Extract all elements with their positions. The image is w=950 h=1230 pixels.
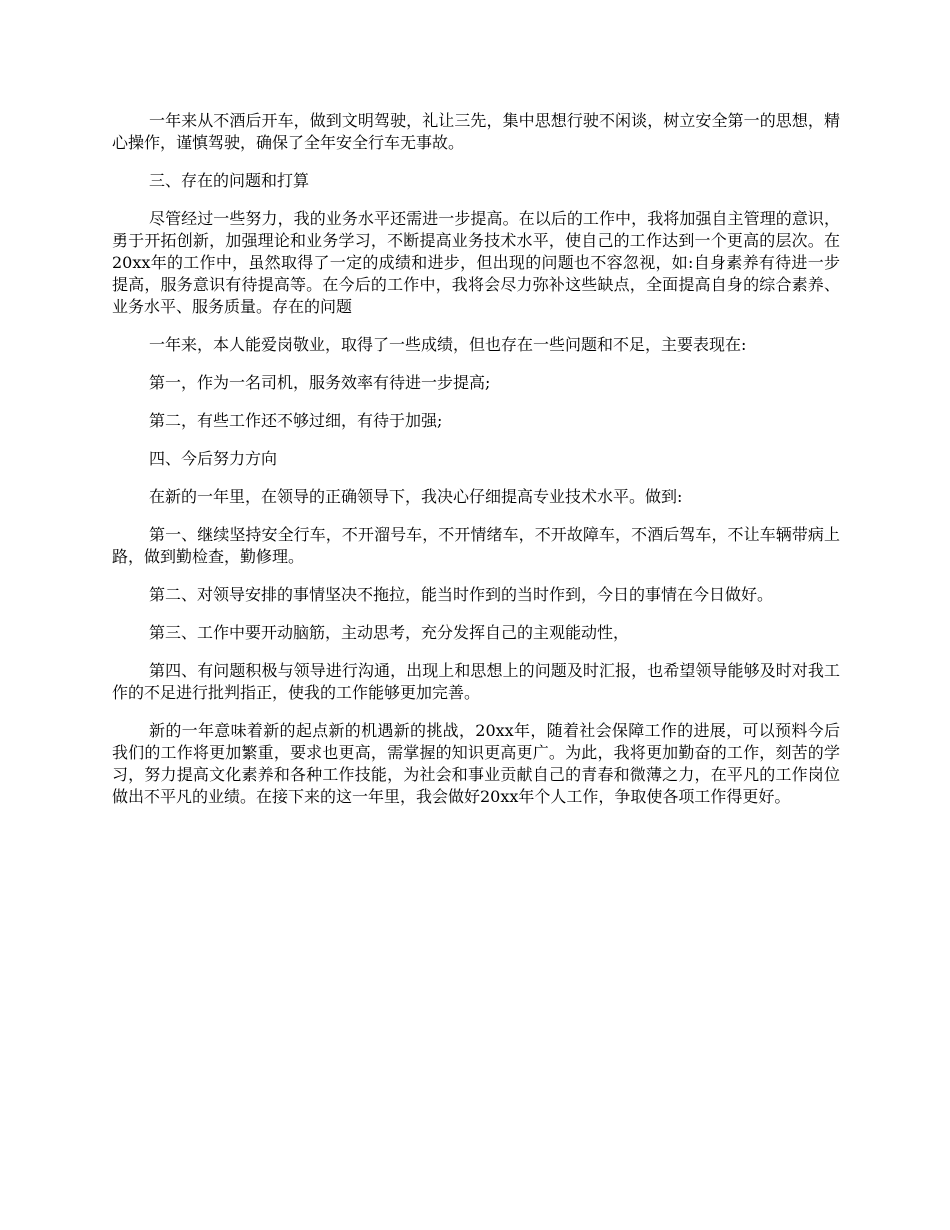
- paragraph-safe-driving: 一年来从不酒后开车，做到文明驾驶，礼让三先，集中思想行驶不闲谈，树立安全第一的思想，精心操作，谨慎驾驶，确保了全年安全行车无事故。: [112, 111, 840, 152]
- paragraph-goal-2: 第二、对领导安排的事情坚决不拖拉，能当时作到的当时作到，今日的事情在今日做好。: [149, 585, 774, 604]
- paragraph-problem-1: 第一，作为一名司机，服务效率有待进一步提高;: [149, 373, 491, 392]
- heading-future-direction: 四、今后努力方向: [149, 449, 278, 468]
- paragraph-problems-intro: 一年来，本人能爱岗敬业，取得了一些成绩，但也存在一些问题和不足，主要表现在:: [149, 335, 747, 354]
- paragraph-goal-1: 第一、继续坚持安全行车，不开溜号车，不开情绪车，不开故障车，不酒后驾车，不让车辆带病上路，做到勤检查，勤修理。: [112, 525, 840, 566]
- paragraph-future-intro: 在新的一年里，在领导的正确领导下，我决心仔细提高专业技术水平。做到:: [149, 487, 683, 506]
- document-page: [112, 110, 840, 824]
- paragraph-goal-4: 第四、有问题积极与领导进行沟通，出现上和思想上的问题及时汇报，也希望领导能够及时对我工作的不足进行批判指正，使我的工作能够更加完善。: [112, 661, 840, 702]
- paragraph-problem-2: 第二，有些工作还不够过细，有待于加强;: [149, 411, 443, 430]
- paragraph-improvement-plan: 尽管经过一些努力，我的业务水平还需进一步提高。在以后的工作中，我将加强自主管理的意识，勇于开拓创新，加强理论和业务学习，不断提高业务技术水平，使自己的工作达到一个更高的层次。在20xx年的工作中，虽然取得了一定的成绩和进步，但出现的问题也不容忽视，如:自身素养有待进一步提高，服务意识有待提高等。在今后的工作中，我将会尽力弥补这些缺点，全面提高自身的综合素养、业务水平、服务质量。存在的问题: [112, 209, 840, 316]
- paragraph-goal-3: 第三、工作中要开动脑筋，主动思考，充分发挥自己的主观能动性，: [149, 623, 630, 642]
- paragraph-closing: 新的一年意味着新的起点新的机遇新的挑战，20xx年，随着社会保障工作的进展，可以预料今后我们的工作将更加繁重，要求也更高，需掌握的知识更高更广。为此，我将更加勤奋的工作，刻苦的学习，努力提高文化素养和各种工作技能，为社会和事业贡献自己的青春和微薄之力，在平凡的工作岗位做出不平凡的业绩。在接下来的这一年里，我会做好20xx年个人工作，争取使各项工作得更好。: [112, 721, 840, 806]
- heading-problems-and-plans: 三、存在的问题和打算: [149, 171, 310, 190]
